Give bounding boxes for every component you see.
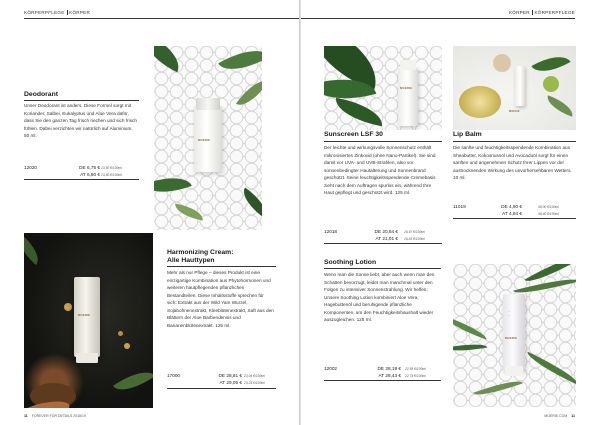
harmonizing-cream-price-at: AT 29,05 €: [219, 379, 242, 385]
lip-balm-brand-label: MOERIE: [509, 110, 520, 113]
harmonizing-cream-unit-at: 23,24 €/100ml: [244, 380, 265, 385]
deodorant-price-de: DE 6,75 €: [79, 165, 100, 170]
harmonizing-cream-title-rule: [167, 266, 276, 267]
deodorant-brand-label: MOERIE: [198, 138, 211, 142]
deodorant-unit-at: 13,60 €/100ml: [101, 172, 122, 177]
lip-balm-unit-de: 49,00 €/100ml: [538, 205, 559, 209]
sunscreen-title: Sunscreen LSF 30: [324, 131, 383, 138]
soothing-lotion-price-block: [324, 366, 441, 380]
harmonizing-cream-unit-de: 23,04 €/100ml: [244, 374, 265, 378]
soothing-lotion-unit-at: 22,74 €/100ml: [405, 373, 426, 378]
left-header: KÖRPERPFLEGE KÖRPER: [24, 10, 91, 15]
soothing-lotion-brand-label: MOERIE: [505, 336, 518, 340]
lip-balm-price-block: [453, 204, 576, 218]
right-header-rule: [301, 18, 575, 19]
lip-balm-sku: 11019: [453, 204, 466, 209]
sunscreen-description: Der leichte und wirkungsvolle Sonnenschutz enthält mikronisiertes Zinkoxid (ohne Nano-Partikel). Sie sind damit vor UVA- und UVB-Strahlen, also vor sonnenbedingter Hautalterung und Sonnenbrand geschützt. Seine feuchtigkeitsspendende Cremebasis zieht nach dem Auftragen spurlos ein, während Ihre Haut gepflegt und geschützt wird. 125 ml.: [324, 145, 436, 196]
sunscreen-photo: [324, 46, 442, 130]
sunscreen-price-de: DE 20,84 €: [374, 229, 398, 234]
harmonizing-cream-brand-label: MOERIE: [78, 313, 91, 317]
soothing-lotion-photo: ~ ~ MOERIE: [453, 264, 576, 407]
soothing-lotion-price-de: DE 28,19 €: [377, 366, 401, 371]
harmonizing-cream-title-line1: Harmonizing Cream:: [167, 249, 234, 256]
soothing-lotion-cap: [505, 366, 523, 376]
lip-balm-title: Lip Balm: [453, 131, 482, 138]
soothing-lotion-tube: [503, 294, 525, 370]
soothing-lotion-description: Wenn man die Sonne liebt, aber auch wenn man den Schatten bevorzugt, leidet man manchmal unter den Folgen zu intensiver Sonnenstrahlung. Wir helfen: Unsere Soothing Lotion kombiniert Aloe Vera, Hagebuttenöl und beruhigende pflanzliche Komponenten, um den Feuchtigkeitshaushalt wieder auszugleichen. 125 ml.: [324, 272, 435, 323]
harmonizing-cream-tube: [74, 277, 100, 357]
sunscreen-brand-label: MOERIE: [400, 86, 413, 90]
lip-balm-price-rule: [453, 218, 576, 219]
left-page-number: 11: [24, 414, 28, 418]
harmonizing-cream-price-de: DE 28,81 €: [218, 373, 242, 378]
soothing-lotion-sku: 12002: [324, 366, 338, 371]
deodorant-price-rule: [24, 179, 139, 180]
harmonizing-cream-cap: [76, 353, 98, 363]
lip-balm-price-de: DE 4,90 €: [501, 204, 522, 209]
deodorant-sku: 12020: [24, 165, 38, 170]
right-footer: [544, 414, 575, 418]
left-footer: [24, 414, 86, 418]
sunscreen-price-rule: [324, 243, 442, 244]
sunscreen-price-at: AT 21,01 €: [375, 235, 398, 241]
right-footer-text: MOERIE.COM: [544, 414, 568, 418]
sunscreen-tube: [398, 68, 418, 126]
harmonizing-cream-price-block: [167, 373, 276, 387]
sunscreen-sku: 12018: [324, 229, 338, 234]
harmonizing-cream-price-rule: [167, 388, 276, 389]
deodorant-description: Unser Deodorant ist anders. Diese Formel sorgt mit Koriander, Salbei, Eukalyptus und Aloe Vera dafür, dass Sie den ganzen Tag frisch riechen und sich frisch fühlen. Dabei verzichten wir natürlich auf Aluminium. 50 ml.: [24, 103, 137, 139]
deodorant-photo: [154, 46, 262, 230]
deodorant-title-rule: [24, 100, 139, 101]
harmonizing-cream-description: Mehr als nur Pflege – dieses Produkt ist eine einzigartige Kombination aus Phytohormonen und weiteren hautpflegenden pflanzlichen Bestandteilen. Diese Inhaltsstoffe sprechen für sich: Extrakt aus der Wild Yam Wurzel, Sojabohnenextrakt, Kleeblütenextrakt, Saft aus den Blättern der Aloe Barbendensis und Bananenblütenextrakt. 125 ml.: [167, 270, 274, 328]
soothing-lotion-title: Soothing Lotion: [324, 259, 377, 266]
sunscreen-title-rule: [324, 141, 442, 142]
lip-balm-unit-at: 49,40 €/100ml: [538, 211, 559, 216]
deodorant-unit-de: 13,50 €/100ml: [101, 166, 122, 170]
left-page: [0, 0, 299, 425]
harmonizing-cream-title-line2: Alle Hauttypen: [167, 257, 215, 264]
left-header-rule: [24, 18, 299, 19]
deodorant-cap: [196, 98, 220, 110]
sunscreen-price-block: [324, 229, 442, 243]
soothing-lotion-price-rule: [324, 380, 441, 381]
harmonizing-cream-photo: [24, 233, 153, 408]
sunscreen-cap: [400, 60, 416, 70]
sunscreen-unit-de: 16,67 €/100ml: [404, 230, 425, 234]
lip-balm-title-rule: [453, 141, 576, 142]
deodorant-price-block: [24, 165, 139, 179]
right-page-number: 11: [571, 414, 575, 418]
lip-balm-stick: [515, 66, 525, 106]
left-footer-text: FOREVER FOR DETAILS 2018/19: [31, 414, 86, 418]
deodorant-title: Deodorant: [24, 91, 58, 98]
lip-balm-price-at: AT 4,94 €: [502, 210, 522, 216]
right-header: KÖRPER KÖRPERPFLEGE: [508, 10, 575, 15]
lip-balm-photo: [453, 46, 576, 130]
harmonizing-cream-sku: 17000: [167, 373, 181, 378]
deodorant-price-at: AT 6,80 €: [80, 171, 100, 177]
soothing-lotion-price-at: AT 28,43 €: [378, 372, 401, 378]
lip-balm-description: Die sanfte und feuchtigkeitsspendende Kombination aus Sheabutter, Kokosnussöl und Avocadoöl sorgt für einen sanften und angenehmen Schutz Ihrer Lippen vor der austrocknenden Wirkung des unvorhersehbaren Wetters. 10 ml.: [453, 145, 572, 181]
sunscreen-unit-at: 16,81 €/100ml: [404, 236, 425, 241]
right-page: [301, 0, 600, 425]
soothing-lotion-title-rule: [324, 268, 441, 269]
soothing-lotion-unit-de: 22,55 €/100ml: [405, 367, 426, 371]
